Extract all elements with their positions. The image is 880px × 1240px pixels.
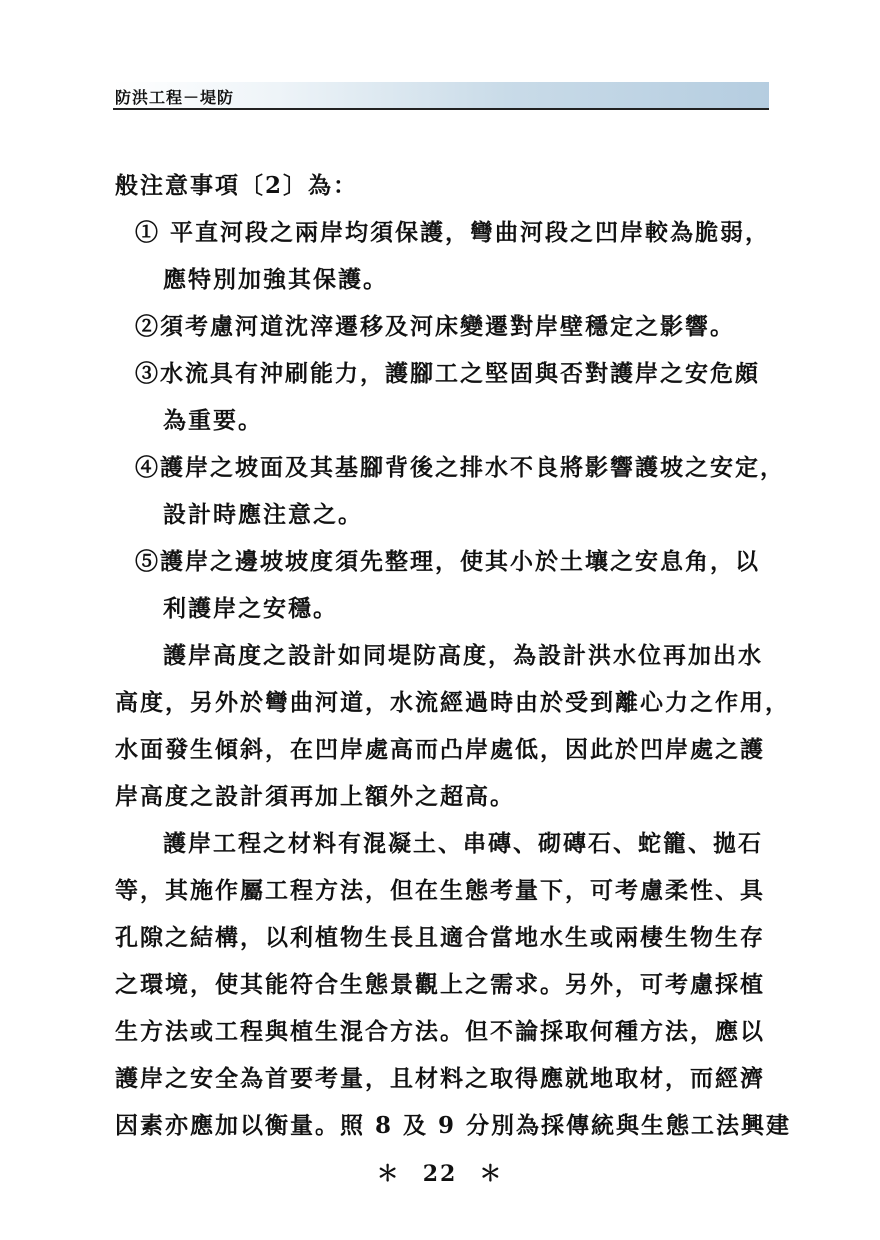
paragraph-line: 孔隙之結構，以利植物生長且適合當地水生或兩棲生物生存 [115,924,765,951]
star-icon: ＊ [376,1161,401,1187]
paragraph-line: 生方法或工程與植生混合方法。但不論採取何種方法，應以 [115,1018,765,1045]
list-item-line: ④護岸之坡面及其基腳背後之排水不良將影響護坡之安定， [135,454,785,481]
page-footer [0,1157,880,1188]
paragraph-line: 護岸之安全為首要考量，且材料之取得應就地取材，而經濟 [115,1065,765,1092]
list-item-line: ③水流具有沖刷能力，護腳工之堅固與否對護岸之安危頗 [135,360,760,387]
paragraph-line: 等，其施作屬工程方法，但在生態考量下，可考慮柔性、具 [115,877,765,904]
list-item-line: ⑤護岸之邊坡坡度須先整理，使其小於土壤之安息角，以 [135,548,760,575]
body-text [115,162,792,1149]
intro-line: 般注意事項〔2〕為： [115,172,359,199]
list-item-3 [115,350,770,444]
paragraph-line: 之環境，使其能符合生態景觀上之需求。另外，可考慮採植 [115,971,765,998]
paragraph-line: 岸高度之設計須再加上額外之超高。 [115,783,515,810]
paragraph-line: 水面發生傾斜，在凹岸處高而凸岸處低，因此於凹岸處之護 [115,736,765,763]
list-item-line: ②須考慮河道沈滓遷移及河床變遷對岸壁穩定之影響。 [135,313,735,340]
list-item-1 [115,209,770,303]
list-item-line: 為重要。 [163,407,263,434]
paragraph-line: 護岸高度之設計如同堤防高度，為設計洪水位再加出水 [163,642,763,669]
header-title: 防洪工程－堤防 [115,88,235,107]
page-number: 22 [422,1161,458,1187]
paragraph-line: 護岸工程之材料有混凝土、串磚、砌磚石、蛇籠、拋石 [163,830,763,857]
running-header [113,82,769,110]
paragraph-revetment-materials [115,820,792,1149]
list-item-2 [115,303,770,350]
list-item-line: 設計時應注意之。 [163,501,363,528]
paragraph-revetment-height [115,632,790,820]
list-item-5 [115,538,770,632]
list-item-line: 利護岸之安穩。 [163,595,338,622]
paragraph-line: 高度，另外於彎曲河道，水流經過時由於受到離心力之作用， [115,689,790,716]
list-item-4 [115,444,785,538]
paragraph-line: 因素亦應加以衡量。照 8 及 9 分別為採傳統與生態工法興建 [115,1112,792,1139]
star-icon: ＊ [479,1161,504,1187]
list-item-line: 應特別加強其保護。 [163,266,388,293]
list-item-line: ① 平直河段之兩岸均須保護，彎曲河段之凹岸較為脆弱， [135,219,771,246]
